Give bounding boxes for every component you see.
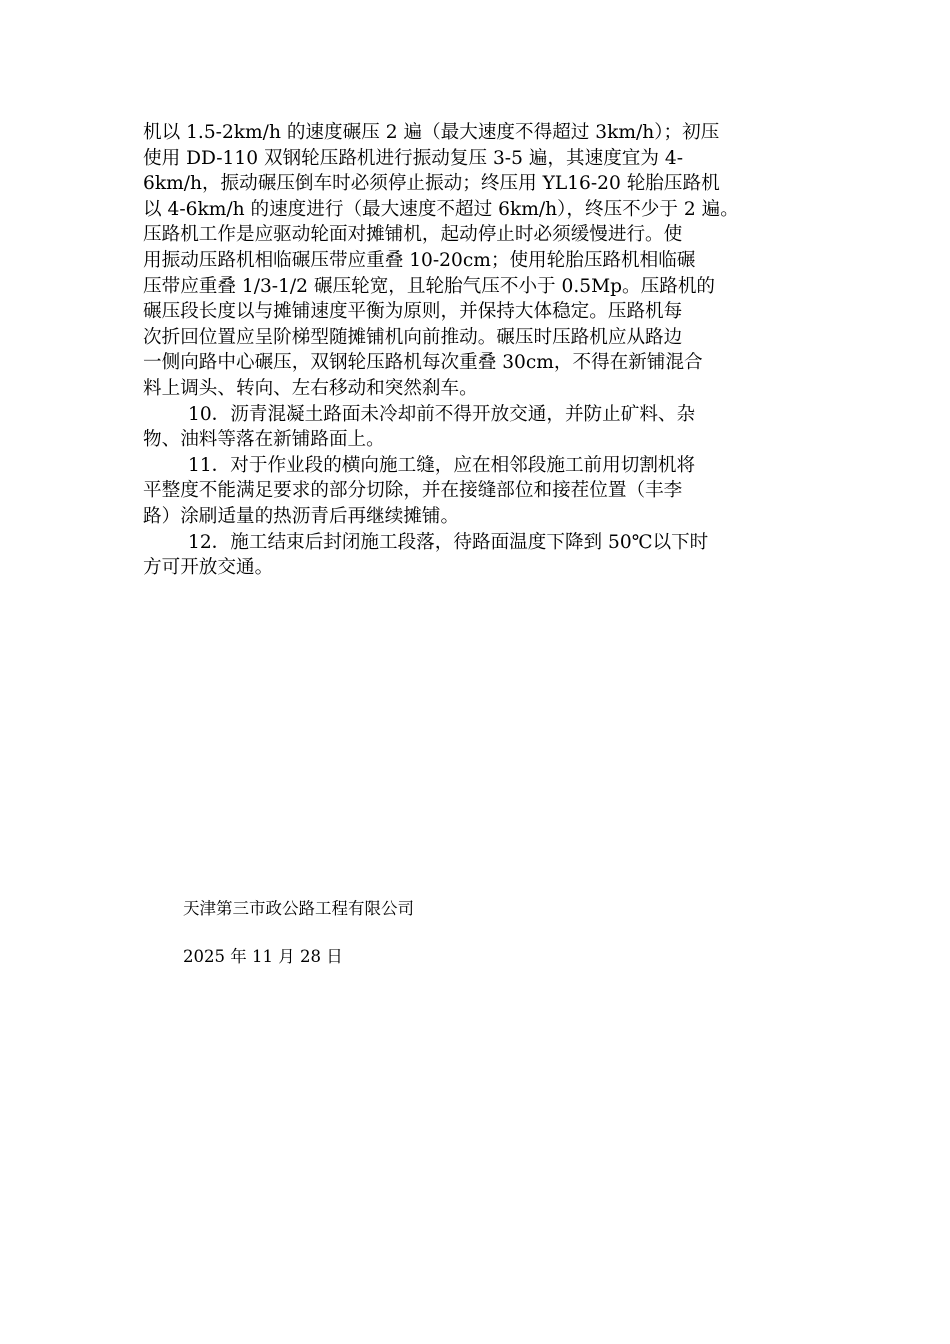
text-line: 用振动压路机相临碾压带应重叠 10-20cm；使用轮胎压路机相临碾 <box>143 249 696 271</box>
text-line: 碾压段长度以与摊铺速度平衡为原则，并保持大体稳定。压路机每 <box>143 301 683 323</box>
paragraph-11-start: 11．对于作业段的横向施工缝，应在相邻段施工前用切割机将 <box>188 454 696 476</box>
text-line: 以 4-6km/h 的速度进行（最大速度不超过 6km/h），终压不少于 2 遍。 <box>143 198 739 220</box>
signature-date: 2025 年 11 月 28 日 <box>183 947 343 966</box>
signature-company: 天津第三市政公路工程有限公司 <box>183 899 414 918</box>
paragraph-10-start: 10．沥青混凝土路面未冷却前不得开放交通，并防止矿料、杂 <box>188 403 696 425</box>
text-line: 物、油料等落在新铺路面上。 <box>143 429 385 451</box>
text-line: 平整度不能满足要求的部分切除，并在接缝部位和接茬位置（丰李 <box>143 480 683 502</box>
text-line: 使用 DD-110 双钢轮压路机进行振动复压 3-5 遍，其速度宜为 4- <box>143 147 684 169</box>
text-line: 压带应重叠 1/3-1/2 碾压轮宽，且轮胎气压不小于 0.5Mp。压路机的 <box>143 275 716 297</box>
text-line: 6km/h，振动碾压倒车时必须停止振动；终压用 YL16-20 轮胎压路机 <box>143 173 720 195</box>
text-line: 次折回位置应呈阶梯型随摊铺机向前推动。碾压时压路机应从路边 <box>143 326 683 348</box>
text-line: 压路机工作是应驱动轮面对摊铺机，起动停止时必须缓慢进行。使 <box>143 224 683 246</box>
paragraph-12-start: 12．施工结束后封闭施工段落，待路面温度下降到 50℃以下时 <box>188 531 709 553</box>
text-line: 路）涂刷适量的热沥青后再继续摊铺。 <box>143 505 460 527</box>
body-text <box>143 120 808 581</box>
text-line: 料上调头、转向、左右移动和突然刹车。 <box>143 377 478 399</box>
text-line: 方可开放交通。 <box>143 557 274 579</box>
text-line: 机以 1.5-2km/h 的速度碾压 2 遍（最大速度不得超过 3km/h）；初压 <box>143 122 720 143</box>
text-line: 一侧向路中心碾压，双钢轮压路机每次重叠 30cm，不得在新铺混合 <box>143 352 703 374</box>
